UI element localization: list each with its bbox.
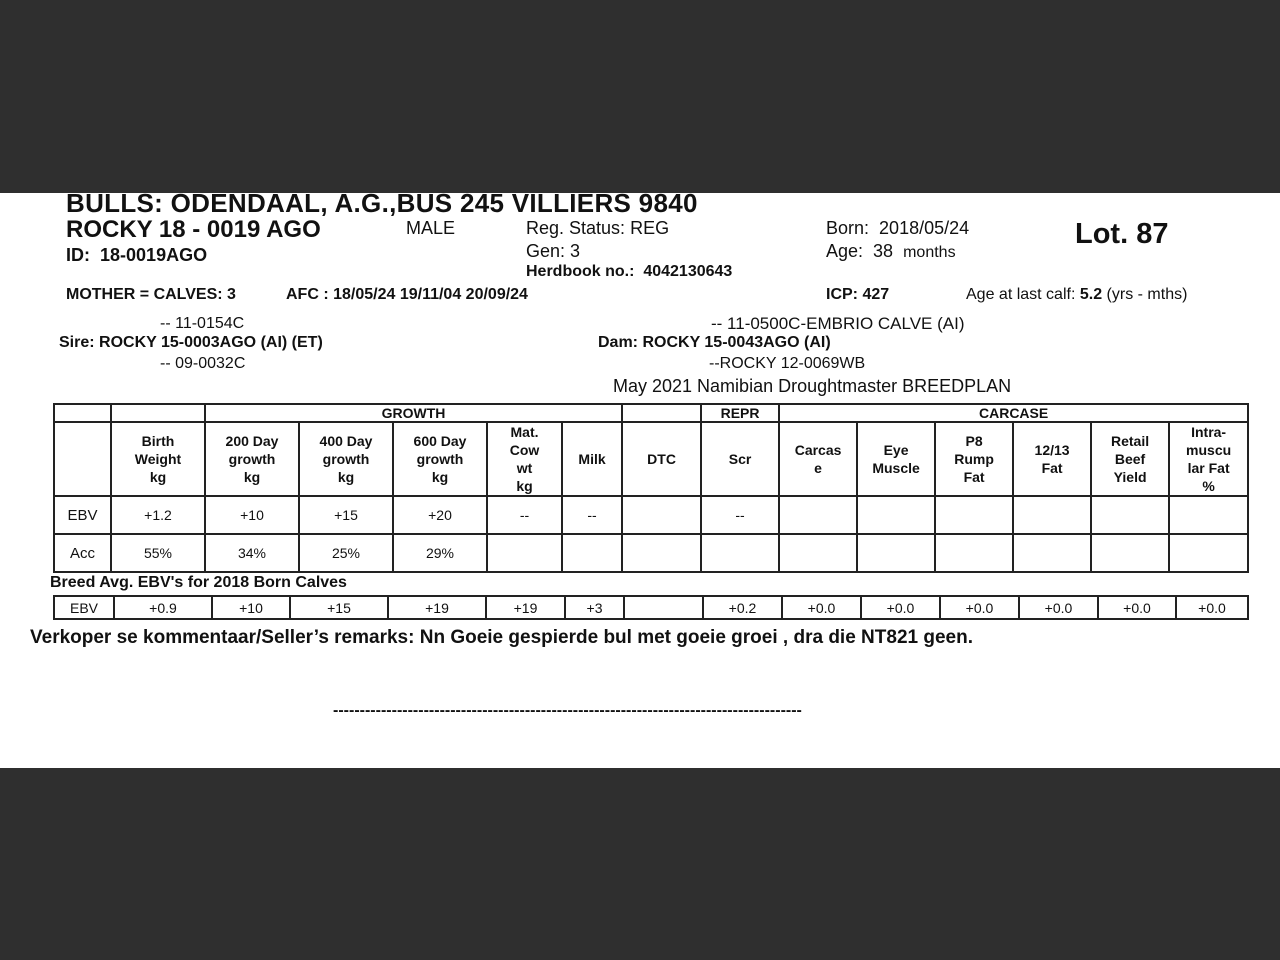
icp-value: ICP: 427 xyxy=(826,286,890,303)
blank-cell xyxy=(111,404,205,422)
ebv-cell: -- xyxy=(487,496,562,534)
separator-line: ---------------------------------------------------------------------------------------- xyxy=(333,702,802,719)
breed-avg-table xyxy=(53,595,1249,620)
group-header-row xyxy=(54,404,1248,422)
ebv-cell: +1.2 xyxy=(111,496,205,534)
ebv-cell xyxy=(622,534,701,572)
animal-sex: MALE xyxy=(406,218,456,238)
breed-avg-cell: +19 xyxy=(388,596,486,619)
breed-avg-cell: +0.9 xyxy=(114,596,212,619)
column-header: DTC xyxy=(622,422,701,496)
dam: Dam: ROCKY 15-0043AGO (AI) xyxy=(598,334,831,351)
breed-avg-cell: +0.0 xyxy=(940,596,1019,619)
row-label: EBV xyxy=(54,596,114,619)
ebv-cell: 29% xyxy=(393,534,487,572)
group-carcase: CARCASE xyxy=(779,404,1248,422)
blank-cell xyxy=(54,404,111,422)
ebv-cell xyxy=(935,496,1013,534)
born-date: Born: 2018/05/24 xyxy=(826,218,970,238)
breed-avg-cell: +0.0 xyxy=(782,596,861,619)
column-header: Retail Beef Yield xyxy=(1091,422,1169,496)
ebv-cell: -- xyxy=(562,496,622,534)
column-header: 12/13 Fat xyxy=(1013,422,1091,496)
lot-number: Lot. 87 xyxy=(1075,218,1169,250)
dam-sire: -- 11-0500C-EMBRIO CALVE (AI) xyxy=(711,314,965,333)
ebv-cell: 34% xyxy=(205,534,299,572)
sire-sire: -- 11-0154C xyxy=(160,315,245,332)
ebv-cell xyxy=(935,534,1013,572)
breed-avg-cell: +0.0 xyxy=(1098,596,1176,619)
breed-avg-cell: +0.0 xyxy=(1176,596,1248,619)
ebv-cell xyxy=(701,534,779,572)
column-header: Mat. Cow wt kg xyxy=(487,422,562,496)
ebv-cell xyxy=(487,534,562,572)
group-repr: REPR xyxy=(701,404,779,422)
catalog-sheet xyxy=(0,193,1280,768)
animal-name: ROCKY 18 - 0019 AGO xyxy=(66,216,321,243)
ebv-cell xyxy=(779,496,857,534)
ebv-cell xyxy=(1013,534,1091,572)
ebv-cell: +20 xyxy=(393,496,487,534)
reg-status: Reg. Status: REG xyxy=(526,218,670,238)
ebv-cell xyxy=(1013,496,1091,534)
column-header: 400 Day growth kg xyxy=(299,422,393,496)
ebv-cell: 25% xyxy=(299,534,393,572)
ebv-cell: +10 xyxy=(205,496,299,534)
ebv-cell xyxy=(779,534,857,572)
column-header: 200 Day growth kg xyxy=(205,422,299,496)
ebv-cell xyxy=(857,496,935,534)
ebv-cell: 55% xyxy=(111,534,205,572)
column-header: Milk xyxy=(562,422,622,496)
animal-id: ID: 18-0019AGO xyxy=(66,245,208,265)
breed-avg-title: Breed Avg. EBV's for 2018 Born Calves xyxy=(50,574,347,591)
generation: Gen: 3 xyxy=(526,241,581,261)
breed-avg-cell: +19 xyxy=(486,596,565,619)
column-header: Scr xyxy=(701,422,779,496)
ebv-cell: +15 xyxy=(299,496,393,534)
ebv-cell: -- xyxy=(701,496,779,534)
table-row xyxy=(54,534,1248,572)
table-row xyxy=(54,496,1248,534)
ebv-cell xyxy=(857,534,935,572)
afc-dates: AFC : 18/05/24 19/11/04 20/09/24 xyxy=(286,286,528,303)
seller-remarks: Verkoper se kommentaar/Seller’s remarks: Nn Goeie gespierde bul met goeie groei , dra die NT821 geen. xyxy=(30,627,973,648)
seller-header: BULLS: ODENDAAL, A.G.,BUS 245 VILLIERS 9840 xyxy=(66,193,698,218)
blank-cell xyxy=(622,404,701,422)
breed-avg-row xyxy=(54,596,1248,619)
breed-avg-cell: +0.0 xyxy=(1019,596,1098,619)
breedplan-title: May 2021 Namibian Droughtmaster BREEDPLAN xyxy=(613,376,1012,396)
breed-avg-cell: +15 xyxy=(290,596,388,619)
ebv-cell xyxy=(622,496,701,534)
animal-age: Age: 38 months xyxy=(826,241,956,261)
column-header: 600 Day growth kg xyxy=(393,422,487,496)
blank-cell xyxy=(54,422,111,496)
ebv-cell xyxy=(562,534,622,572)
group-growth: GROWTH xyxy=(205,404,622,422)
column-header: Eye Muscle xyxy=(857,422,935,496)
ebv-table xyxy=(53,403,1249,573)
sire: Sire: ROCKY 15-0003AGO (AI) (ET) xyxy=(59,334,323,351)
breed-avg-cell: +0.2 xyxy=(703,596,782,619)
row-label: Acc xyxy=(54,534,111,572)
column-header: P8 Rump Fat xyxy=(935,422,1013,496)
ebv-cell xyxy=(1091,496,1169,534)
herdbook-number: Herdbook no.: 4042130643 xyxy=(526,263,733,280)
breed-avg-cell: +0.0 xyxy=(861,596,940,619)
ebv-cell xyxy=(1169,496,1248,534)
dam-dam: --ROCKY 12-0069WB xyxy=(709,355,866,372)
column-header: Intra- muscu lar Fat % xyxy=(1169,422,1248,496)
column-header-row xyxy=(54,422,1248,496)
age-last-calf: Age at last calf: 5.2 (yrs - mths) xyxy=(966,286,1188,303)
breed-avg-cell xyxy=(624,596,703,619)
ebv-cell xyxy=(1169,534,1248,572)
ebv-cell xyxy=(1091,534,1169,572)
breed-avg-cell: +10 xyxy=(212,596,290,619)
breed-avg-cell: +3 xyxy=(565,596,624,619)
column-header: Carcas e xyxy=(779,422,857,496)
sire-dam: -- 09-0032C xyxy=(160,355,246,372)
column-header: Birth Weight kg xyxy=(111,422,205,496)
row-label: EBV xyxy=(54,496,111,534)
mother-calves: MOTHER = CALVES: 3 xyxy=(66,286,236,303)
